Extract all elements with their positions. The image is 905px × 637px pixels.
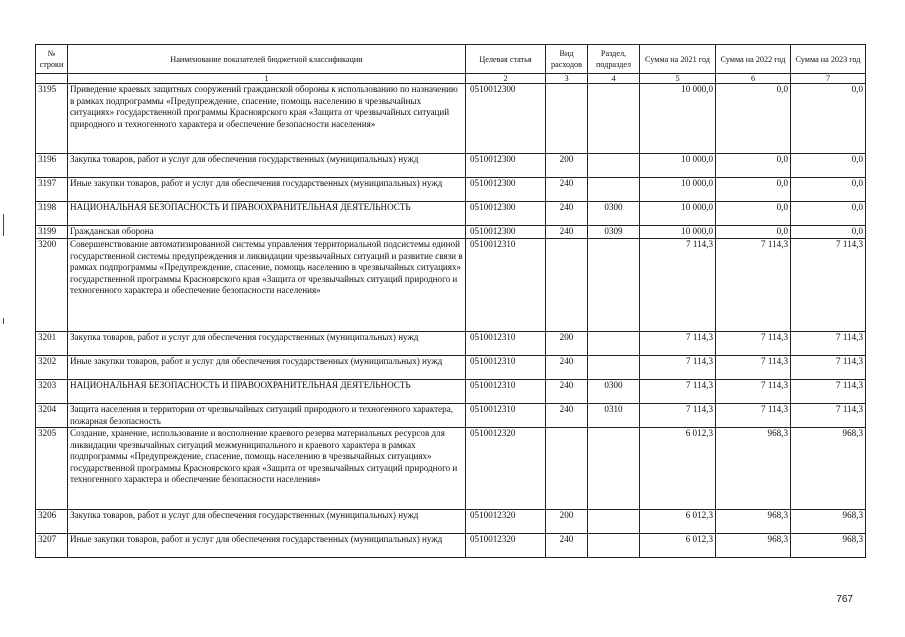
sum-2021: 10 000,0 [640,202,716,226]
sum-2022: 7 114,3 [716,332,791,356]
sum-2023: 968,3 [791,428,866,510]
page-number: 767 [836,594,853,605]
sum-2023: 0,0 [791,84,866,154]
sum-2021: 6 012,3 [640,510,716,534]
section-code [588,239,640,332]
row-number: 3195 [36,84,68,154]
table-row [36,226,866,239]
target-article: 0510012320 [466,510,546,534]
indicator-name: Гражданская оборона [68,226,466,239]
row-number: 3201 [36,332,68,356]
sum-2023: 0,0 [791,178,866,202]
target-article: 0510012310 [466,404,546,428]
table-row [36,534,866,558]
table-row [36,154,866,178]
section-code: 0309 [588,226,640,239]
row-number: 3199 [36,226,68,239]
row-number: 3207 [36,534,68,558]
sum-2022: 968,3 [716,510,791,534]
col-number: 6 [716,74,791,84]
table-row [36,84,866,154]
expense-type: 240 [546,178,588,202]
budget-table [35,44,866,558]
col-header-sum2023: Сумма на 2023 год [791,45,866,74]
expense-type: 240 [546,534,588,558]
sum-2021: 7 114,3 [640,356,716,380]
margin-mark-mid [3,318,4,324]
target-article: 0510012310 [466,332,546,356]
expense-type [546,239,588,332]
row-number: 3196 [36,154,68,178]
col-number: 4 [588,74,640,84]
section-code: 0300 [588,380,640,404]
expense-type: 240 [546,380,588,404]
indicator-name: Иные закупки товаров, работ и услуг для обеспечения государственных (муниципальных) нужд [68,178,466,202]
section-code [588,428,640,510]
target-article: 0510012310 [466,380,546,404]
sum-2021: 10 000,0 [640,154,716,178]
sum-2021: 7 114,3 [640,380,716,404]
indicator-name: Иные закупки товаров, работ и услуг для обеспечения государственных (муниципальных) нужд [68,356,466,380]
sum-2023: 7 114,3 [791,380,866,404]
col-header-num: № строки [36,45,68,74]
col-header-name: Наименование показателей бюджетной классификации [68,45,466,74]
expense-type: 200 [546,332,588,356]
sum-2023: 968,3 [791,510,866,534]
sum-2021: 10 000,0 [640,226,716,239]
sum-2022: 7 114,3 [716,239,791,332]
sum-2023: 7 114,3 [791,332,866,356]
sum-2021: 10 000,0 [640,178,716,202]
section-code [588,154,640,178]
indicator-name: Закупка товаров, работ и услуг для обеспечения государственных (муниципальных) нужд [68,510,466,534]
sum-2022: 7 114,3 [716,356,791,380]
row-number: 3204 [36,404,68,428]
target-article: 0510012310 [466,239,546,332]
expense-type: 200 [546,154,588,178]
indicator-name: Защита населения и территории от чрезвычайных ситуаций природного и техногенного характера, пожарная безопасность [68,404,466,428]
column-number-row [36,74,866,84]
section-code [588,356,640,380]
expense-type [546,428,588,510]
sum-2021: 7 114,3 [640,332,716,356]
target-article: 0510012310 [466,356,546,380]
indicator-name: Закупка товаров, работ и услуг для обеспечения государственных (муниципальных) нужд [68,332,466,356]
table-row [36,178,866,202]
sum-2022: 0,0 [716,202,791,226]
sum-2022: 968,3 [716,534,791,558]
indicator-name: Приведение краевых защитных сооружений гражданской обороны к использованию по назначению в рамках подпрограммы «Предупреждение, спасение, помощь населению в чрезвычайных ситуациях» государственной программы Красноярского края «Защита от чрезвычайных ситуаций природного и техногенного характера и обеспечение безопасности населения» [68,84,466,154]
section-code [588,332,640,356]
col-number: 5 [640,74,716,84]
sum-2021: 10 000,0 [640,84,716,154]
indicator-name: Совершенствование автоматизированной системы управления территориальной подсистемы единой государственной системы предупреждения и ликвидации чрезвычайных ситуаций и развитие связи в рамках подпрограммы «Предупреждение, спасение, помощь населению в чрезвычайных ситуациях» государственной программы Красноярского края «Защита от чрезвычайных ситуаций природного и техногенного характера и обеспечение безопасности населения» [68,239,466,332]
sum-2023: 0,0 [791,154,866,178]
col-header-type: Вид расходов [546,45,588,74]
row-number: 3197 [36,178,68,202]
target-article: 0510012300 [466,84,546,154]
sum-2021: 7 114,3 [640,404,716,428]
col-number: 7 [791,74,866,84]
target-article: 0510012300 [466,202,546,226]
sum-2023: 0,0 [791,202,866,226]
table-row [36,202,866,226]
indicator-name: Иные закупки товаров, работ и услуг для обеспечения государственных (муниципальных) нужд [68,534,466,558]
indicator-name: НАЦИОНАЛЬНАЯ БЕЗОПАСНОСТЬ И ПРАВООХРАНИТЕЛЬНАЯ ДЕЯТЕЛЬНОСТЬ [68,380,466,404]
sum-2022: 0,0 [716,178,791,202]
sum-2023: 7 114,3 [791,356,866,380]
expense-type: 240 [546,226,588,239]
sum-2022: 0,0 [716,84,791,154]
section-code [588,510,640,534]
table-header-row [36,45,866,74]
section-code: 0310 [588,404,640,428]
target-article: 0510012300 [466,154,546,178]
col-header-target: Целевая статья [466,45,546,74]
expense-type: 200 [546,510,588,534]
table-row [36,404,866,428]
margin-mark-top [3,214,4,236]
table-row [36,510,866,534]
section-code [588,178,640,202]
col-header-sum2021: Сумма на 2021 год [640,45,716,74]
col-header-sum2022: Сумма на 2022 год [716,45,791,74]
sum-2022: 968,3 [716,428,791,510]
sum-2023: 7 114,3 [791,404,866,428]
row-number: 3205 [36,428,68,510]
row-number: 3202 [36,356,68,380]
sum-2023: 7 114,3 [791,239,866,332]
table-row [36,428,866,510]
section-code [588,84,640,154]
expense-type [546,84,588,154]
row-number: 3206 [36,510,68,534]
expense-type: 240 [546,202,588,226]
row-number: 3198 [36,202,68,226]
target-article: 0510012320 [466,534,546,558]
sum-2021: 7 114,3 [640,239,716,332]
table-row [36,239,866,332]
col-number-blank [36,74,68,84]
row-number: 3203 [36,380,68,404]
sum-2021: 6 012,3 [640,534,716,558]
expense-type: 240 [546,356,588,380]
sum-2022: 7 114,3 [716,380,791,404]
indicator-name: Создание, хранение, использование и восполнение краевого резерва материальных ресурсов для ликвидации чрезвычайных ситуаций межмуниципального и краевого характера в рамках подпрограммы «Предупреждение, спасение, помощь населению в чрезвычайных ситуациях» государственной программы Красноярского края «Защита от чрезвычайных ситуаций природного и техногенного характера и обеспечение безопасности населения» [68,428,466,510]
sum-2022: 0,0 [716,226,791,239]
section-code [588,534,640,558]
sum-2022: 7 114,3 [716,404,791,428]
expense-type: 240 [546,404,588,428]
col-number: 2 [466,74,546,84]
sum-2023: 0,0 [791,226,866,239]
indicator-name: НАЦИОНАЛЬНАЯ БЕЗОПАСНОСТЬ И ПРАВООХРАНИТЕЛЬНАЯ ДЕЯТЕЛЬНОСТЬ [68,202,466,226]
target-article: 0510012300 [466,178,546,202]
target-article: 0510012320 [466,428,546,510]
col-number: 3 [546,74,588,84]
col-number: 1 [68,74,466,84]
row-number: 3200 [36,239,68,332]
section-code: 0300 [588,202,640,226]
sum-2023: 968,3 [791,534,866,558]
table-row [36,356,866,380]
indicator-name: Закупка товаров, работ и услуг для обеспечения государственных (муниципальных) нужд [68,154,466,178]
col-header-section: Раздел, подраздел [588,45,640,74]
sum-2021: 6 012,3 [640,428,716,510]
sum-2022: 0,0 [716,154,791,178]
table-row [36,332,866,356]
target-article: 0510012300 [466,226,546,239]
table-row [36,380,866,404]
